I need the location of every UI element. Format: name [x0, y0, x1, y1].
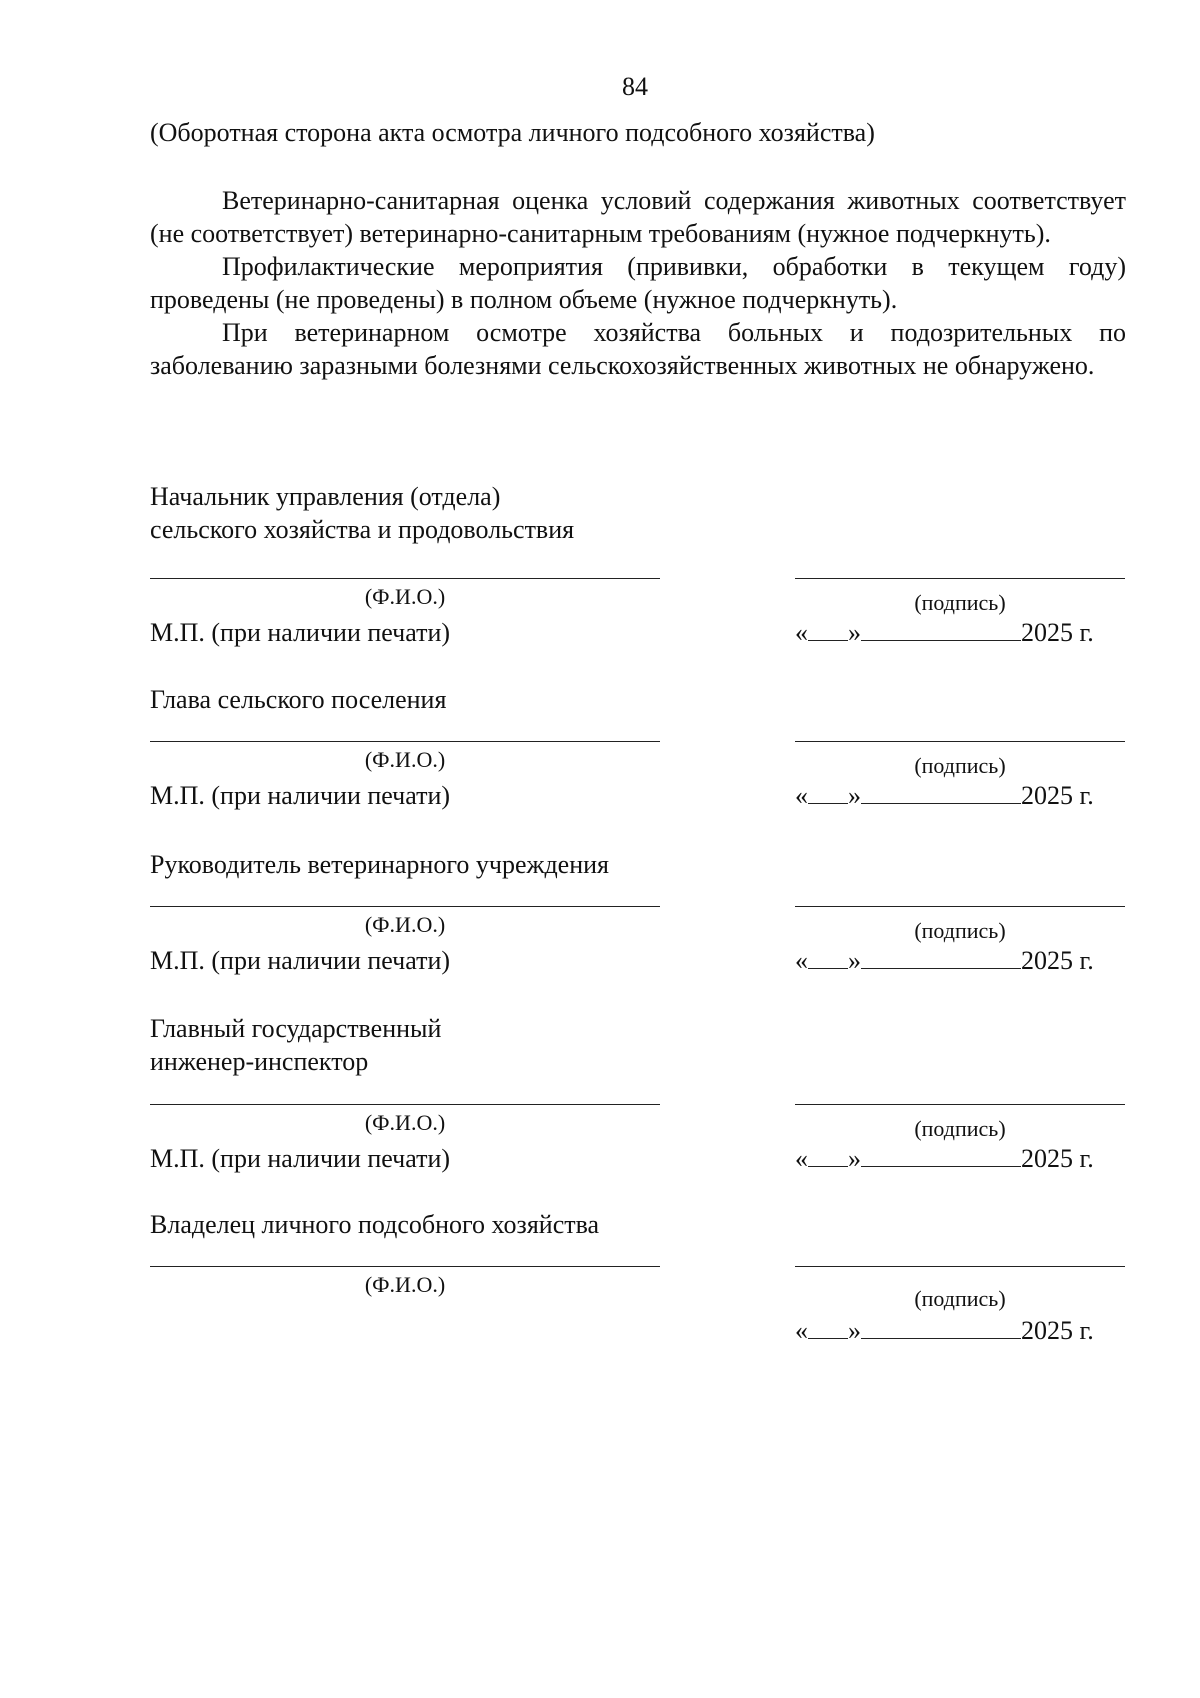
quote-close: » [848, 618, 861, 647]
signature-caption: (подпись) [914, 918, 1006, 943]
year-label: 2025 г. [1021, 781, 1094, 810]
date-field[interactable] [795, 618, 1125, 648]
signature-caption: (подпись) [914, 1286, 1006, 1311]
fio-field[interactable] [150, 578, 660, 579]
signatory-title: Руководитель ветеринарного учреждения [150, 850, 609, 879]
year-label: 2025 г. [1021, 1316, 1094, 1345]
signatory-title: Глава сельского поселения [150, 685, 447, 714]
signatory-title-continued: инженер-инспектор [150, 1047, 369, 1076]
signature-caption: (подпись) [914, 590, 1006, 615]
document-heading: (Оборотная сторона акта осмотра личного подсобного хозяйства) [150, 118, 875, 147]
month-blank[interactable] [861, 618, 1021, 641]
fio-caption: (Ф.И.О.) [364, 584, 446, 609]
fio-field[interactable] [150, 1104, 660, 1105]
quote-open: « [795, 1144, 808, 1173]
signatory-title-continued: сельского хозяйства и продовольствия [150, 515, 575, 544]
stamp-note: М.П. (при наличии печати) [150, 946, 451, 975]
quote-close: » [848, 946, 861, 975]
quote-close: » [848, 1144, 861, 1173]
page-number: 84 [622, 72, 648, 101]
year-label: 2025 г. [1021, 618, 1094, 647]
quote-open: « [795, 1316, 808, 1345]
paragraph-inspection: При ветеринарном осмотре хозяйства больных и подозрительных по заболеванию заразными болезнями сельскохозяйственных животных не обнаружено. [150, 318, 1126, 380]
signature-field[interactable] [795, 578, 1125, 579]
month-blank[interactable] [861, 781, 1021, 804]
day-blank[interactable] [808, 781, 848, 804]
signature-field[interactable] [795, 1104, 1125, 1105]
signatory-title: Владелец личного подсобного хозяйства [150, 1210, 600, 1239]
paragraph-assessment: Ветеринарно-санитарная оценка условий содержания животных соответствует (не соответствует) ветеринарно-санитарным требованиям (нужное подчеркнуть). [150, 186, 1126, 248]
fio-caption: (Ф.И.О.) [364, 747, 446, 772]
fio-caption: (Ф.И.О.) [364, 912, 446, 937]
stamp-note: М.П. (при наличии печати) [150, 781, 451, 810]
month-blank[interactable] [861, 946, 1021, 969]
day-blank[interactable] [808, 946, 848, 969]
quote-close: » [848, 1316, 861, 1345]
signature-caption: (подпись) [914, 753, 1006, 778]
paragraph-prevention: Профилактические мероприятия (прививки, обработки в текущем году) проведены (не проведены) в полном объеме (нужное подчеркнуть). [150, 252, 1126, 314]
signature-field[interactable] [795, 741, 1125, 742]
signature-field[interactable] [795, 906, 1125, 907]
stamp-note: М.П. (при наличии печати) [150, 618, 451, 647]
year-label: 2025 г. [1021, 946, 1094, 975]
month-blank[interactable] [861, 1144, 1021, 1167]
year-label: 2025 г. [1021, 1144, 1094, 1173]
signatory-title: Начальник управления (отдела) [150, 482, 501, 511]
fio-field[interactable] [150, 1266, 660, 1267]
stamp-note: М.П. (при наличии печати) [150, 1144, 451, 1173]
fio-caption: (Ф.И.О.) [364, 1272, 446, 1297]
day-blank[interactable] [808, 1316, 848, 1339]
signature-caption: (подпись) [914, 1116, 1006, 1141]
date-field[interactable] [795, 781, 1125, 811]
date-field[interactable] [795, 1316, 1125, 1346]
date-field[interactable] [795, 946, 1125, 976]
quote-open: « [795, 618, 808, 647]
date-field[interactable] [795, 1144, 1125, 1174]
quote-open: « [795, 781, 808, 810]
month-blank[interactable] [861, 1316, 1021, 1339]
day-blank[interactable] [808, 618, 848, 641]
signatory-title: Главный государственный [150, 1014, 442, 1043]
fio-field[interactable] [150, 741, 660, 742]
quote-open: « [795, 946, 808, 975]
quote-close: » [848, 781, 861, 810]
signature-field[interactable] [795, 1266, 1125, 1267]
day-blank[interactable] [808, 1144, 848, 1167]
fio-caption: (Ф.И.О.) [364, 1110, 446, 1135]
body-text [150, 184, 1126, 382]
fio-field[interactable] [150, 906, 660, 907]
